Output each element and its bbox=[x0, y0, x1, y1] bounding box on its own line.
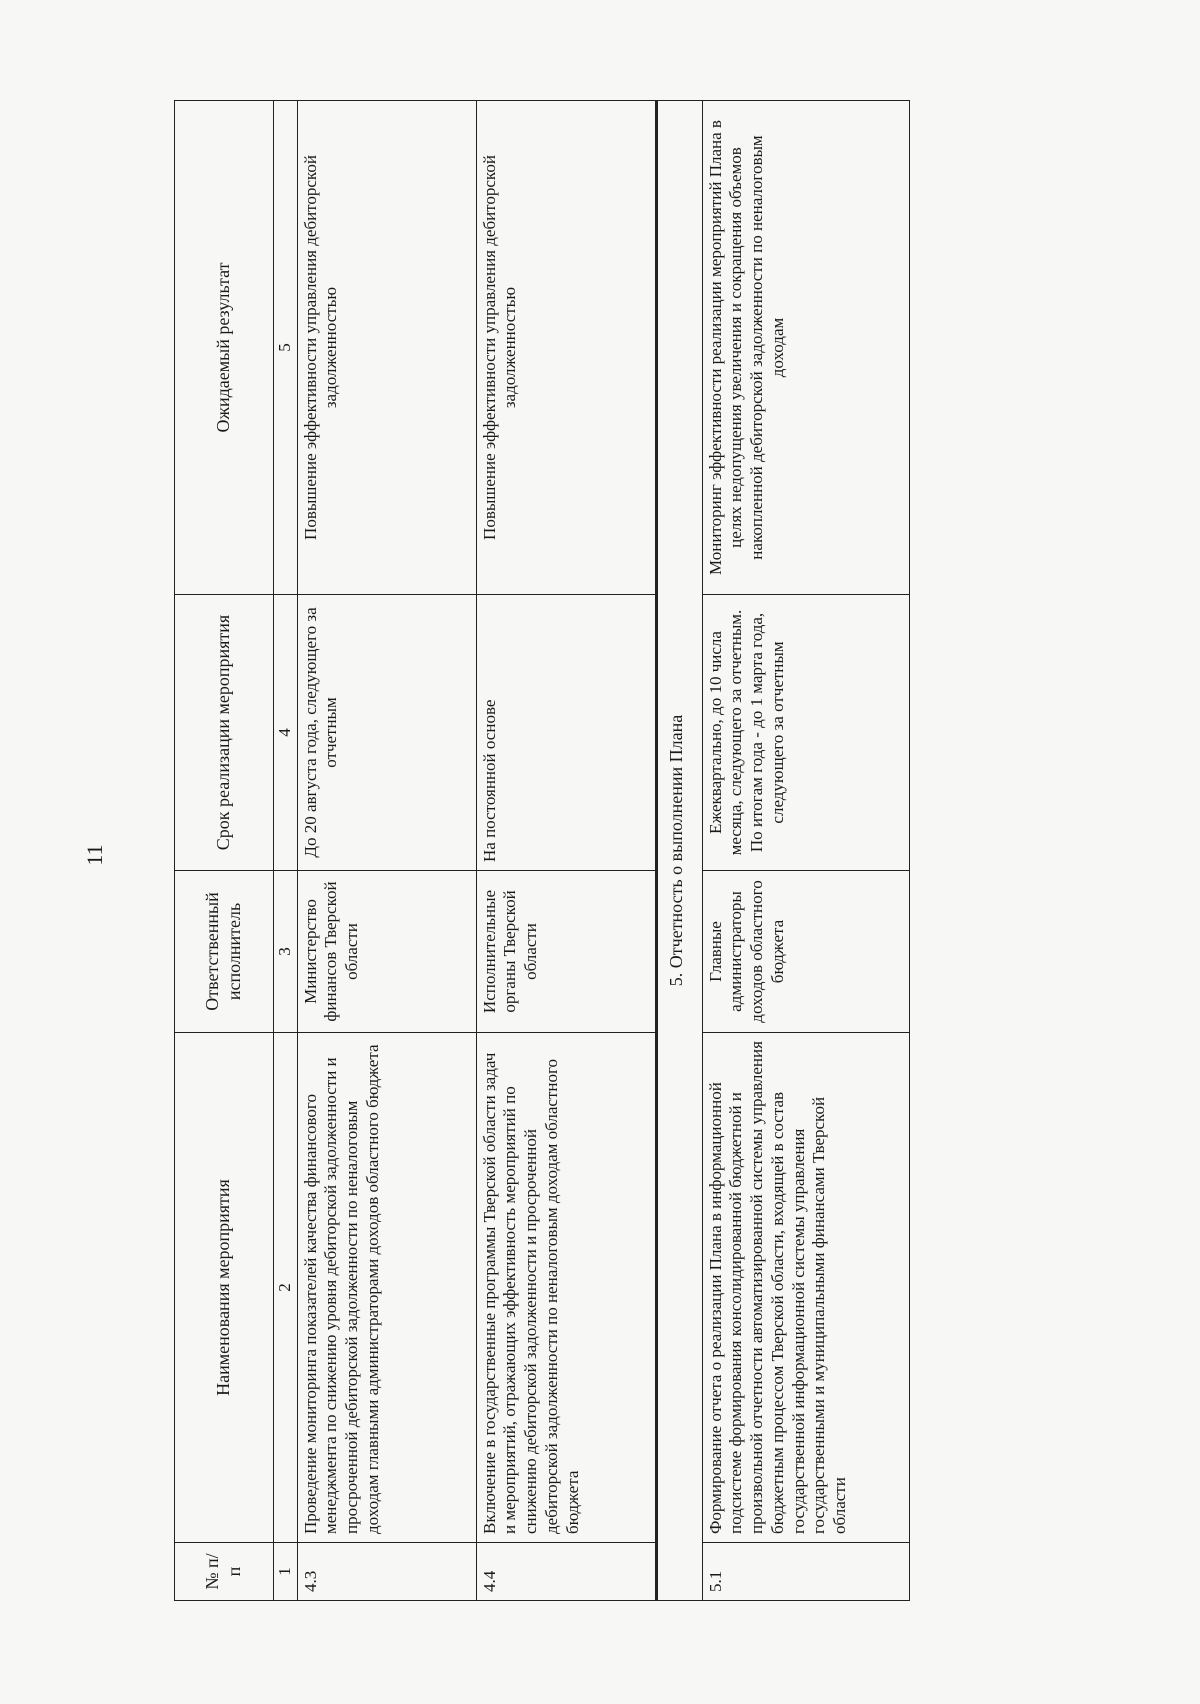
column-number: 1 bbox=[274, 1543, 298, 1601]
measures-table-container bbox=[174, 101, 974, 1601]
header-result: Ожидаемый результат bbox=[175, 101, 274, 595]
section-row bbox=[656, 101, 702, 1601]
table-row bbox=[297, 101, 476, 1601]
column-number: 2 bbox=[274, 1033, 298, 1543]
row-executor: Исполнительные органы Тверской области bbox=[476, 871, 656, 1033]
row-num: 5.1 bbox=[702, 1543, 909, 1601]
column-number: 3 bbox=[274, 871, 298, 1033]
row-result: Повышение эффективности управления дебиторской задолженностью bbox=[476, 101, 656, 595]
column-number: 5 bbox=[274, 101, 298, 595]
page-number: 11 bbox=[82, 844, 107, 866]
header-executor: Ответственный исполнитель bbox=[175, 871, 274, 1033]
row-deadline: До 20 августа года, следующего за отчетным bbox=[297, 595, 476, 871]
table-row bbox=[476, 101, 656, 1601]
section-title: 5. Отчетность о выполнении Плана bbox=[656, 101, 702, 1601]
table-row bbox=[702, 101, 909, 1601]
header-row bbox=[175, 101, 274, 1601]
header-deadline: Срок реализации мероприятия bbox=[175, 595, 274, 871]
row-deadline: На постоянной основе bbox=[476, 595, 656, 871]
measures-table bbox=[174, 100, 910, 1601]
row-deadline: Ежеквартально, до 10 числа месяца, следующего за отчетным. По итогам года - до 1 марта года, следующего за отчетным bbox=[702, 595, 909, 871]
row-name: Проведение мониторинга показателей качества финансового менеджмента по снижению уровня дебиторской задолженности и просроченной дебиторской задолженности по неналоговым доходам главными администраторами доходов областного бюджета bbox=[297, 1033, 476, 1543]
row-num: 4.4 bbox=[476, 1543, 656, 1601]
row-name: Включение в государственные программы Тверской области задач и мероприятий, отражающих эффективность мероприятий по снижению дебиторской задолженности и просроченной дебиторской задолженности по неналоговым доходам областного бюджета bbox=[476, 1033, 656, 1543]
row-name: Формирование отчета о реализации Плана в информационной подсистеме формирования консолидированной бюджетной и произвольной отчетности автоматизированной системы управления бюджетным процессом Тверской области, входящей в состав государственной информационной системы управления государственными и муниципальными финансами Тверской области bbox=[702, 1033, 909, 1543]
row-num: 4.3 bbox=[297, 1543, 476, 1601]
row-executor: Министерство финансов Тверской области bbox=[297, 871, 476, 1033]
column-number: 4 bbox=[274, 595, 298, 871]
header-num: № п/п bbox=[175, 1543, 274, 1601]
row-result: Мониторинг эффективности реализации мероприятий Плана в целях недопущения увеличения и сокращения объемов накопленной дебиторской задолженности по неналоговым доходам bbox=[702, 101, 909, 595]
header-name: Наименования мероприятия bbox=[175, 1033, 274, 1543]
column-number-row bbox=[274, 101, 298, 1601]
row-result: Повышение эффективности управления дебиторской задолженностью bbox=[297, 101, 476, 595]
row-executor: Главные администраторы доходов областного бюджета bbox=[702, 871, 909, 1033]
